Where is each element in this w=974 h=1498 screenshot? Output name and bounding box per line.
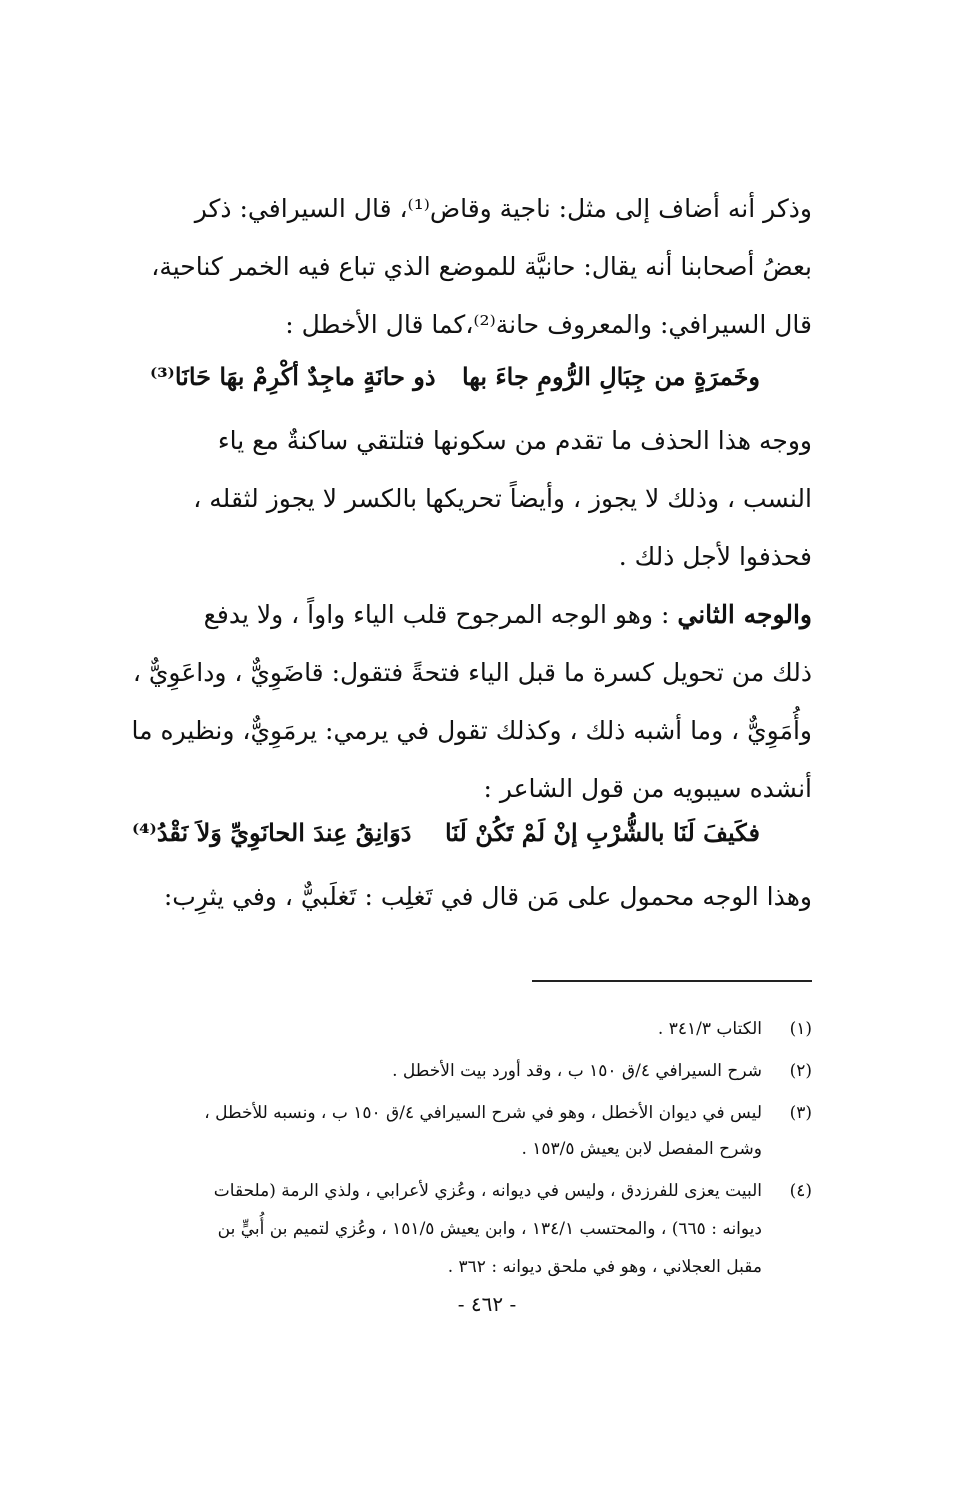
footnote-text: ديوانه : ٦٦٥) ، والمحتسب ١٣٤/١ ، وابن يعيش ١٥١/٥ ، وعُزي لتميم بن أُبيٍّ بن <box>217 1219 762 1239</box>
paragraph-3 <box>132 586 812 818</box>
footnote-4 <box>132 1170 812 1212</box>
verse-1-second-hemistich: ذو حانَةٍ ماجِدٌ أكْرِمْ بهَا حَانَا⁽³⁾ <box>150 362 436 391</box>
text-line: وذكر أنه أضاف إلى مثل: ناجية وقاض⁽¹⁾، قال السيرافي: ذكر <box>194 194 812 223</box>
text-line <box>132 586 812 644</box>
footnote-1 <box>132 1008 812 1050</box>
text-line: وأُمَوِيٌّ ، وما أشبه ذلك ، وكذلك تقول في يرمي: يرمَوِيٌّ، ونظيره ما <box>131 716 812 745</box>
footnote-text: الكتاب ٣٤١/٣ . <box>657 1019 762 1039</box>
section-heading: والوجه الثاني <box>677 600 812 629</box>
verse-1-first-hemistich: وخَمرَةٍ من جِبَالِ الرُّومِ جاءَ بها <box>461 362 760 391</box>
text-line: بعضُ أصحابنا أنه يقال: حانيَّة للموضع الذي تباع فيه الخمر كناحية، <box>151 252 812 281</box>
text-line: قال السيرافي: والمعروف حانة⁽²⁾،كما قال الأخطل : <box>285 310 812 339</box>
footnote-text: مقبل العجلاني ، وهو في ملحق ديوانه : ٣٦٢ . <box>447 1257 762 1277</box>
footnote-3-continued <box>132 1128 812 1170</box>
footnote-divider <box>532 980 812 982</box>
footnote-4-continued <box>132 1246 812 1288</box>
footnote-number: (٣) <box>789 1103 812 1123</box>
paragraph-1 <box>132 180 812 354</box>
text-line: النسب ، وذلك لا يجوز ، وأيضاً تحريكها بالكسر لا يجوز لثقله ، <box>193 484 812 513</box>
footnote-text: البيت يعزى للفرزدق ، وليس في ديوانه ، وعُزي لأعرابي ، ولذي الرمة (ملحقات <box>213 1181 762 1201</box>
text-line: ذلك من تحويل كسرة ما قبل الياء فتحةً فتقول: قاضَوِيٌّ ، وداعَوِيٌّ ، <box>132 658 812 687</box>
footnote-2 <box>132 1050 812 1092</box>
footnotes <box>132 1008 812 1277</box>
footnote-number: (١) <box>789 1019 812 1039</box>
text-line: وهذا الوجه محمول على مَن قال في تَغلِب : تَغلَبيٌّ ، وفي يثرِب: <box>163 882 812 911</box>
text-line: ووجه هذا الحذف ما تقدم من سكونها فتلتقي ساكنةٌ مع ياء <box>217 426 812 455</box>
footnote-text: وشرح المفصل لابن يعيش ١٥٣/٥ . <box>521 1139 762 1159</box>
verse-2-first-hemistich: فكَيفَ لَنَا بالشُّرْبِ إنْ لَمْ تَكُنْ لَنَا <box>444 818 760 847</box>
page-number: - ٤٦٢ - <box>457 1292 517 1316</box>
text-line: أنشده سيبويه من قول الشاعر : <box>483 774 812 803</box>
paragraph-2 <box>132 412 812 586</box>
footnote-number: (٤) <box>789 1181 812 1201</box>
footnote-number: (٢) <box>789 1061 812 1081</box>
text-line: فحذفوا لأجل ذلك . <box>618 542 812 571</box>
paragraph-4 <box>132 868 812 926</box>
footnote-text: ليس في ديوان الأخطل ، وهو في شرح السيرافي ٤/ق ١٥٠ ب ، ونسبه للأخطل ، <box>204 1103 762 1123</box>
footnote-text: شرح السيرافي ٤/ق ١٥٠ ب ، وقد أورد بيت الأخطل . <box>392 1061 762 1081</box>
footnote-4-continued <box>132 1208 812 1250</box>
text-segment: : وهو الوجه المرجوح قلب الياء واواً ، ولا يدفع <box>203 600 678 629</box>
verse-2-second-hemistich: دَوَانِقُ عِندَ الحانَوِيِّ وَلاَ نَقْدُ⁽⁴⁾ <box>132 818 412 847</box>
